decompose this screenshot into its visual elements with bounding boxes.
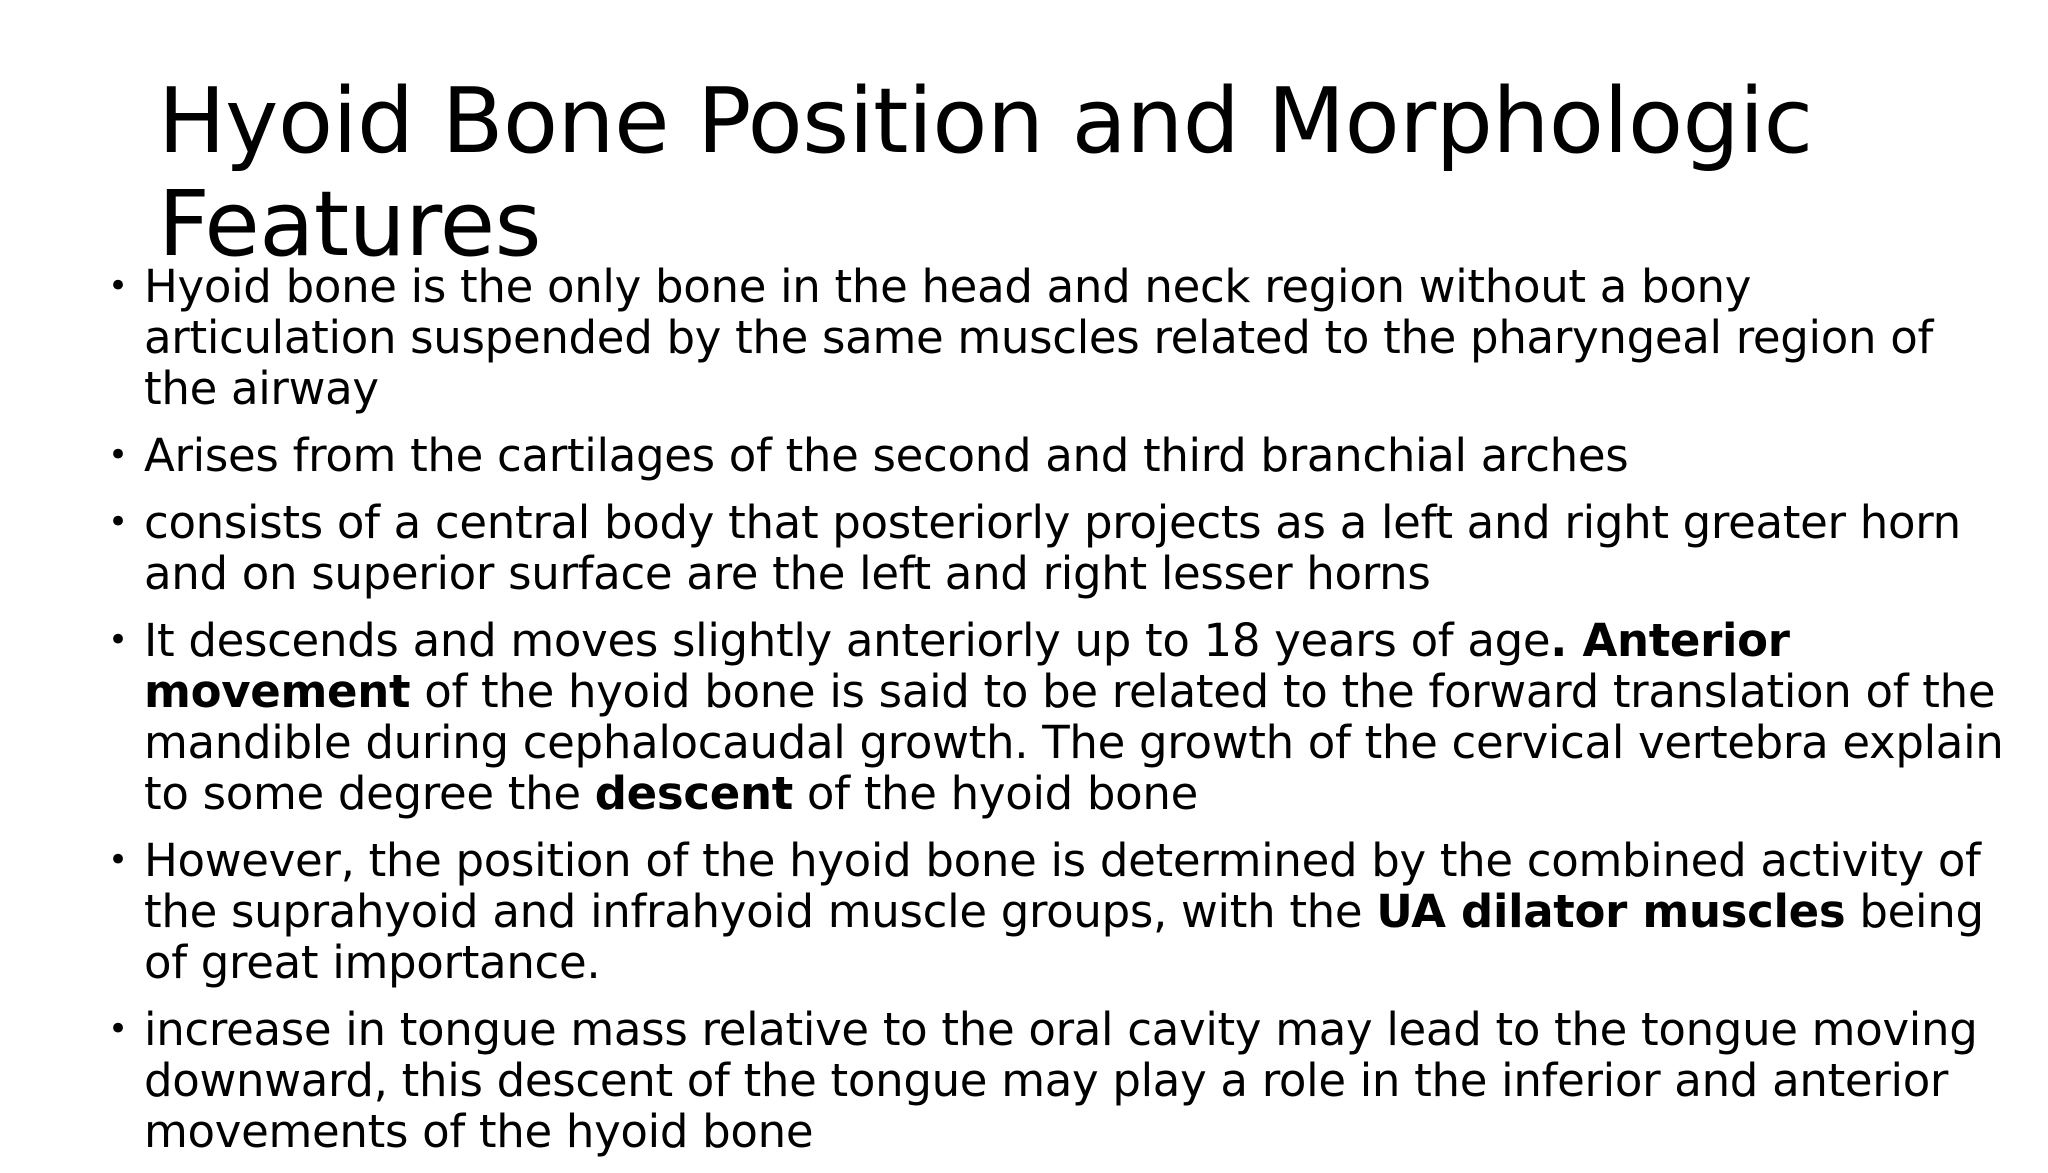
text-segment-bold: descent xyxy=(594,767,793,820)
bullet-dot-icon: • xyxy=(108,840,128,880)
bullet-item xyxy=(108,615,2008,819)
text-segment: Arises from the cartilages of the second and third branchial arches xyxy=(144,429,1629,482)
bullet-item xyxy=(108,497,2008,599)
text-segment: being of great importance. xyxy=(144,885,1984,989)
text-segment: increase in tongue mass relative to the oral cavity may lead to the tongue moving downward, this descent of the tongue may play a role in the inferior and anterior movements of the hyoid bone xyxy=(144,1003,1978,1158)
bullet-text xyxy=(144,614,2004,820)
slide-title: Hyoid Bone Position and Morphologic Features xyxy=(158,69,1813,277)
bullet-item xyxy=(108,835,2008,988)
bullet-text xyxy=(144,834,1984,989)
bullet-dot-icon: • xyxy=(108,620,128,660)
bullet-text xyxy=(144,1003,1977,1158)
bullet-item xyxy=(108,430,2008,481)
bullet-dot-icon: • xyxy=(108,1009,128,1049)
bullet-list xyxy=(108,261,2008,1173)
bullet-dot-icon: • xyxy=(108,435,128,475)
bullet-text xyxy=(144,496,1961,600)
text-segment-bold: UA dilator muscles xyxy=(1376,885,1846,938)
text-segment: It descends and moves slightly anteriorly up to 18 years of age xyxy=(144,614,1551,667)
text-segment: of the hyoid bone xyxy=(792,767,1199,820)
text-segment-bold: . Anterior movement xyxy=(144,614,1790,718)
bullet-text xyxy=(144,260,1933,415)
bullet-dot-icon: • xyxy=(108,266,128,306)
bullet-text xyxy=(144,429,1628,482)
text-segment: Hyoid bone is the only bone in the head and neck region without a bony articulation suspended by the same muscles related to the pharyngeal region of the airway xyxy=(144,260,1933,415)
text-segment: consists of a central body that posteriorly projects as a left and right greater horn and on superior surface are the left and right lesser horns xyxy=(144,496,1961,600)
text-segment: However, the position of the hyoid bone is determined by the combined activity of the suprahyoid and infrahyoid muscle groups, with the xyxy=(144,834,1981,938)
text-segment: of the hyoid bone is said to be related to the forward translation of the mandible during cephalocaudal growth. The growth of the cervical vertebra explain to some degree the xyxy=(144,665,2004,820)
bullet-item xyxy=(108,261,2008,414)
bullet-dot-icon: • xyxy=(108,502,128,542)
bullet-item xyxy=(108,1004,2008,1157)
